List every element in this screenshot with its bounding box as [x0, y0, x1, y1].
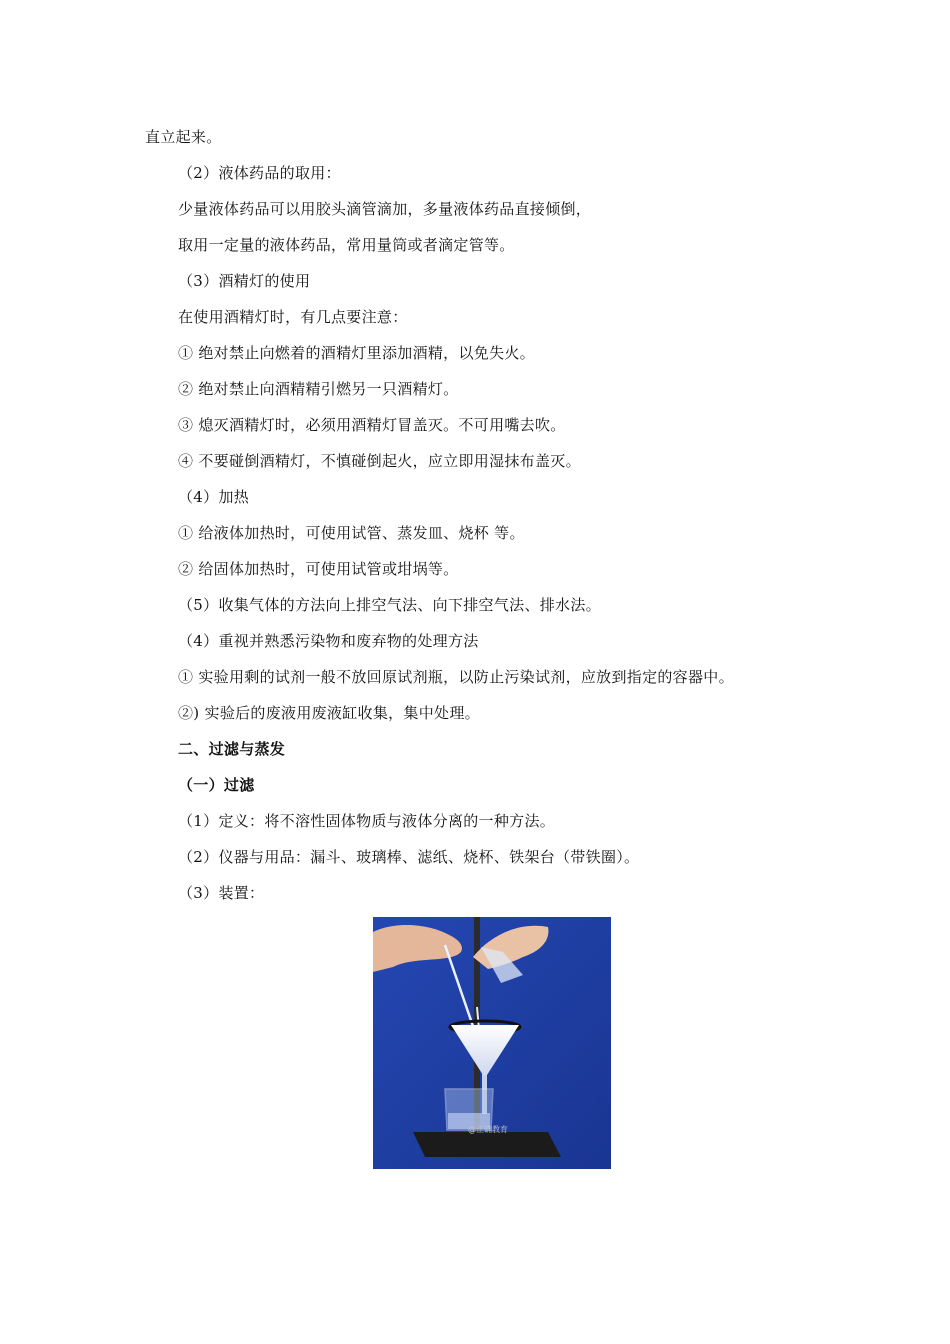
- apparatus-label: （3）装置：: [178, 884, 265, 902]
- text-line: 直立起来。: [145, 128, 222, 146]
- list-item: ④ 不要碰倒酒精灯，不慎碰倒起火，应立即用湿抹布盖灭。: [178, 452, 581, 470]
- subheading-filtration: （一）过滤: [178, 776, 255, 794]
- equipment-line: （2）仪器与用品：漏斗、玻璃棒、滤纸、烧杯、铁架台（带铁圈）。: [178, 848, 640, 866]
- filtration-apparatus-photo: [373, 917, 611, 1169]
- section-heading-gas-collection: （5）收集气体的方法向上排空气法、向下排空气法、排水法。: [178, 596, 601, 614]
- list-item: ② 绝对禁止向酒精精引燃另一只酒精灯。: [178, 380, 459, 398]
- text-line: 在使用酒精灯时，有几点要注意：: [178, 308, 408, 326]
- ring-stand-base: [413, 1132, 561, 1157]
- watermark: @正确教育: [468, 1125, 508, 1134]
- list-item: ① 实验用剩的试剂一般不放回原试剂瓶，以防止污染试剂，应放到指定的容器中。: [178, 668, 734, 686]
- definition-line: （1）定义：将不溶性固体物质与液体分离的一种方法。: [178, 812, 556, 830]
- list-item: ① 给液体加热时，可使用试管、蒸发皿、烧杯 等。: [178, 524, 525, 542]
- text-line: 少量液体药品可以用胶头滴管滴加，多量液体药品直接倾倒，: [178, 200, 592, 218]
- list-item: ②) 实验后的废液用废液缸收集，集中处理。: [178, 704, 480, 722]
- list-item: ① 绝对禁止向燃着的酒精灯里添加酒精，以免失火。: [178, 344, 535, 362]
- section-heading-waste-handling: （4）重视并熟悉污染物和废弃物的处理方法: [178, 632, 479, 650]
- section-heading-heating: （4）加热: [178, 488, 250, 506]
- list-item: ③ 熄灭酒精灯时，必须用酒精灯冒盖灭。不可用嘴去吹。: [178, 416, 566, 434]
- text-line: 取用一定量的液体药品，常用量筒或者滴定管等。: [178, 236, 515, 254]
- section-heading-alcohol-lamp: （3）酒精灯的使用: [178, 272, 311, 290]
- list-item: ② 给固体加热时，可使用试管或坩埚等。: [178, 560, 459, 578]
- section-heading-liquid-reagents: （2）液体药品的取用：: [178, 164, 341, 182]
- chapter-heading-filtration-evaporation: 二、过滤与蒸发: [178, 740, 286, 758]
